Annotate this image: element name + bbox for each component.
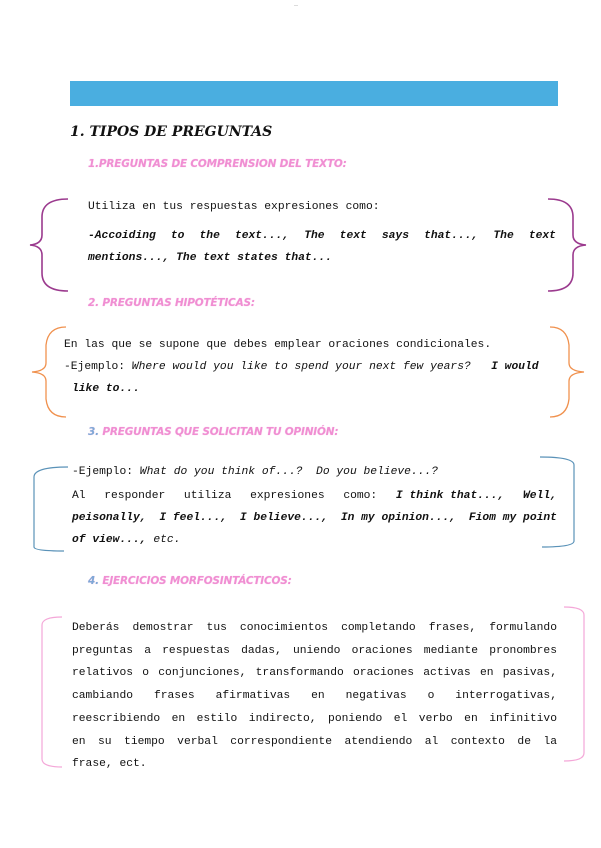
expr-word: peisonally, xyxy=(72,512,147,524)
text-word: Al xyxy=(72,490,86,502)
paragraph-line: relativos o conjunciones, transformando oraciones activas en pasivas, xyxy=(72,667,557,680)
section-4-number: 4. xyxy=(88,575,99,587)
expr-word: the xyxy=(199,230,220,242)
paragraph-line: en su tiempo verbal correspondiente atendiendo al contexto de la xyxy=(72,735,557,748)
expr-word: I think that..., xyxy=(395,490,505,502)
section-1-expressions-line1 xyxy=(88,230,556,242)
expr-word: of view..., xyxy=(72,534,147,546)
expr-word: text..., xyxy=(234,230,290,242)
text-word: utiliza xyxy=(183,490,232,502)
example-label: -Ejemplo: xyxy=(72,466,140,478)
text-word: expresiones xyxy=(250,490,325,502)
section-3-heading xyxy=(88,426,338,438)
section-3-heading-text: PREGUNTAS QUE SOLICITAN TU OPINIÓN: xyxy=(98,426,339,438)
expr-word: Fiom my point xyxy=(468,512,557,524)
etc-text: etc. xyxy=(146,534,181,546)
example-question: Where would you like to spend your next few years? xyxy=(131,361,471,373)
section-2-example-cont: like to... xyxy=(72,383,140,395)
section-1-intro: Utiliza en tus respuestas expresiones como: xyxy=(88,201,380,213)
section-4-paragraph xyxy=(72,617,557,776)
text-word: como: xyxy=(343,490,378,502)
section-2-example xyxy=(64,361,539,373)
header-mark: — xyxy=(294,2,298,7)
section-3-line2 xyxy=(72,490,557,502)
section-3-number: 3. xyxy=(88,426,99,438)
expr-word: -Accoiding xyxy=(88,230,156,242)
expr-word: Well, xyxy=(523,490,557,502)
section-3-example xyxy=(72,466,438,478)
expr-word: In my opinion..., xyxy=(340,512,457,524)
section-2-heading-text: PREGUNTAS HIPOTÉTICAS: xyxy=(98,297,255,309)
page-title: 1. TIPOS DE PREGUNTAS xyxy=(70,124,273,140)
expr-word: The xyxy=(493,230,514,242)
section-4-heading xyxy=(88,575,292,587)
expr-word: to xyxy=(170,230,185,242)
section-3-line3 xyxy=(72,512,557,524)
section-2-line1: En las que se supone que debes emplear oraciones condicionales. xyxy=(64,339,492,351)
expr-word: text xyxy=(528,230,556,242)
example-answer-part1: I would xyxy=(491,361,539,373)
section-3-line4 xyxy=(72,534,180,546)
blue-header-bar xyxy=(70,81,558,106)
paragraph-line: frase, ect. xyxy=(72,758,147,771)
section-2-heading xyxy=(88,297,255,309)
paragraph-line: reescribiendo en estilo indirecto, poniendo el verbo en infinitivo xyxy=(72,712,557,725)
paragraph-line: cambiando frases afirmativas en negativas o interrogativas, xyxy=(72,690,557,703)
paragraph-line: preguntas a respuestas dadas, uniendo oraciones mediante pronombres xyxy=(72,644,557,657)
expr-word: that..., xyxy=(424,230,479,242)
text-word: responder xyxy=(104,490,166,502)
section-1-heading: 1.PREGUNTAS DE COMPRENSION DEL TEXTO: xyxy=(88,158,347,170)
expr-word: text xyxy=(339,230,367,242)
expr-word: I believe..., xyxy=(239,512,329,524)
example-label: -Ejemplo: xyxy=(64,361,132,373)
section-1-expressions-line2: mentions..., The text states that... xyxy=(88,252,333,264)
expr-word: says xyxy=(381,230,409,242)
section-4-heading-text: EJERCICIOS MORFOSINTÁCTICOS: xyxy=(98,575,292,587)
example-question: What do you think of...? Do you believe...? xyxy=(139,466,439,478)
paragraph-line: Deberás demostrar tus conocimientos completando frases, formulando xyxy=(72,622,557,634)
expr-word: The xyxy=(304,230,325,242)
expr-word: I feel..., xyxy=(159,512,228,524)
section-2-number: 2. xyxy=(88,297,99,309)
